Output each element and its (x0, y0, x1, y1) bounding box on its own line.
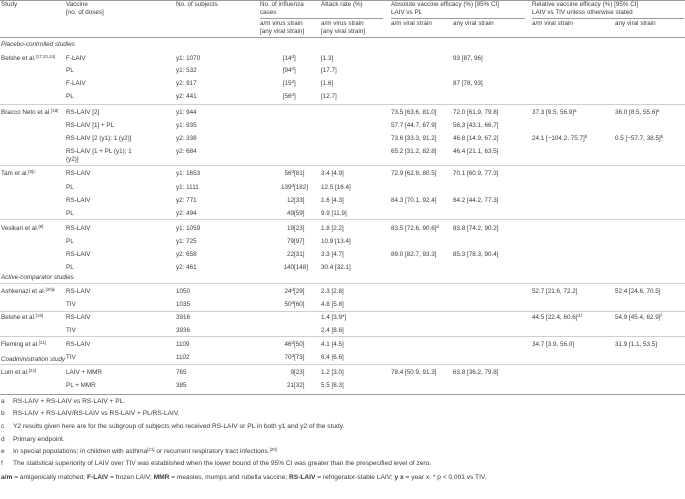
cases-any: ] (294, 80, 296, 87)
abs-am-cell (391, 369, 437, 377)
header-absolute: Absolute vaccine efficacy (%) [95% CI] (391, 1, 500, 8)
abbrev-key: MMR (153, 474, 170, 481)
subjects-cell: y2: 461 (176, 264, 197, 271)
cases-value: [14 (282, 55, 292, 62)
cases-any: [148] (294, 264, 309, 271)
attack-cell: 1.6 [4.3] (321, 197, 344, 204)
rel-am-value: 37.3 [9.5, 56.9] (532, 109, 575, 116)
footnote-ref: [20] (269, 447, 277, 452)
attack-cell: [1.3] (321, 55, 334, 62)
rule (0, 336, 685, 337)
vaccine-cell: PL (66, 184, 74, 191)
subheader-attack-any: [any viral strain] (321, 28, 366, 35)
rule (0, 394, 685, 395)
abs-am-cell (391, 135, 437, 143)
study-ref: [9] (38, 224, 44, 229)
study-ref: [19] (35, 313, 43, 318)
attack-cell: 30.4 [32.1] (321, 264, 351, 271)
attack-cell: 6.4 [6.6] (321, 354, 344, 361)
attack-cell: 2.3 [2.8] (321, 288, 344, 295)
cases-note: d (291, 79, 294, 84)
abs-any-cell: 85.3 [78.3, 90.4] (453, 251, 499, 258)
study-name (1, 225, 43, 233)
rel-any-cell (615, 288, 661, 296)
study-author: Vesikari et al. (1, 225, 39, 232)
abs-am-value: 72.9 [62.8, 80.5] (391, 170, 437, 177)
rel-any-cell (615, 314, 662, 322)
study-ref: [22] (28, 368, 36, 373)
header-cases: No. of influenza cases (260, 1, 304, 16)
abs-any-cell: 64.2 [44.2, 77.3] (453, 197, 499, 204)
vaccine-cell: RS-LAIV (66, 197, 91, 204)
abs-any-cell: 63.8 [36.2, 79.8] (453, 369, 499, 376)
vaccine-cell: RS-LAIV (66, 288, 91, 295)
study-ref: [20] (45, 287, 53, 292)
subheader-abs-am: a/m viral strain (391, 20, 432, 27)
vaccine-cell: PL (66, 93, 74, 100)
cases-any: [182] (294, 184, 309, 191)
footnote (1, 436, 65, 444)
footnote (1, 398, 125, 406)
abs-any-cell: 72.0 [61.9, 79.8] (453, 109, 499, 116)
vaccine-cell: PL (66, 67, 74, 74)
subjects-cell: y1: 1070 (176, 55, 201, 62)
abs-any-cell: 87 [78, 93] (453, 80, 483, 87)
footnote (1, 410, 180, 418)
attack-cell: 4.1 [4.5] (321, 341, 344, 348)
cases-note: d (291, 183, 294, 188)
subheader-rel-am: a/m viral strain (532, 20, 573, 27)
subjects-cell: 765 (176, 369, 187, 376)
study-ref: [18] (51, 108, 59, 113)
cases-any: [59] (294, 210, 305, 217)
cases-value: 139 (281, 184, 292, 191)
attack-cell: 1.2 [3.0] (321, 369, 344, 376)
vaccine-cell: F-LAIV (66, 55, 86, 62)
attack-cell: [17.7] (321, 67, 337, 74)
study-name (1, 55, 55, 63)
cases-any: [23] (294, 369, 305, 376)
cases-cell (285, 170, 294, 178)
vaccine-cell: RS-LAIV [1 + PL (y1); 1 (66, 148, 132, 155)
cases-value: [15 (282, 80, 292, 87)
vaccine-cell: RS-LAIV (66, 314, 91, 321)
rule (391, 18, 525, 19)
cases-cell (287, 382, 294, 390)
subjects-cell: 1050 (176, 288, 191, 295)
subjects-cell: y2: 917 (176, 80, 197, 87)
cases-value: [94 (282, 67, 292, 74)
cases-cell (283, 55, 294, 63)
cases-value: 70 (284, 354, 292, 361)
abbrev-key: y x (394, 474, 404, 481)
rel-am-value: 24.1 [−104.2, 75.7] (532, 135, 585, 142)
rel-any-cell (615, 109, 659, 117)
vaccine-cell: LAIV + MMR (66, 369, 102, 376)
rel-am-note: b (584, 134, 588, 139)
abbrev-key: a/m (1, 474, 13, 481)
subjects-cell: y1: 1059 (176, 225, 201, 232)
cases-value: 56 (284, 170, 292, 177)
cases-cell (287, 197, 294, 205)
vaccine-cell: PL (66, 238, 74, 245)
attack-cell: 2.4 [8.6] (321, 327, 344, 334)
rel-am-cell (532, 314, 582, 322)
study-author: Belshe et al. (1, 55, 36, 62)
cases-any: [33] (294, 197, 305, 204)
study-author: Fleming et al. (1, 341, 39, 348)
cases-value: 21 (286, 382, 294, 389)
subjects-cell: y2: 441 (176, 93, 197, 100)
abbreviations (1, 474, 487, 482)
attack-cell: 10.9 [13.4] (321, 238, 351, 245)
footnote-text: Y2 results given here are for the subgroup of subjects who received RS-LAIV or PL in both y1 and y2 of the study. (13, 423, 345, 430)
attack-cell: 4.8 [5.8] (321, 301, 344, 308)
abbrev-def: = refrigerator-stable LAIV; (315, 474, 395, 481)
rel-am-cell (532, 135, 587, 143)
rel-am-value: 44.5 [22.4, 60.6] (532, 314, 578, 321)
cases-cell (285, 341, 294, 349)
cases-value: 9 (290, 369, 294, 376)
cases-cell (283, 67, 294, 75)
rel-any-value: 0.5 [−57.7, 38.5] (615, 135, 661, 142)
subheader-attack-am: a/m virus strain (321, 20, 364, 27)
cases-cell (283, 80, 294, 88)
abs-am-cell (391, 197, 437, 205)
rule (532, 18, 684, 19)
cases-any: [97] (294, 238, 305, 245)
cases-any: [73] (294, 354, 305, 361)
vaccine-cell: RS-LAIV (66, 225, 91, 232)
rel-am-cell (532, 341, 574, 349)
cases-note: d (291, 300, 294, 305)
abs-am-note: d (436, 224, 439, 229)
section-heading: Placebo-controlled studies (1, 41, 75, 48)
abs-am-value: 83.5 [72.6, 90.6] (391, 225, 437, 232)
attack-cell: 1.4 [3.9*] (321, 314, 347, 321)
vaccine-cell: PL + MMR (66, 382, 96, 389)
rel-any-value: 31.9 [1.1, 53.5] (615, 341, 658, 348)
subjects-cell: y1: 725 (176, 238, 197, 245)
rel-any-value: 54.9 [45.4, 62.9] (615, 314, 661, 321)
attack-cell: 9.9 [11.9] (321, 210, 347, 217)
vaccine-cell: PL (66, 210, 74, 217)
footnote-letter: f (1, 460, 3, 467)
cases-value: 22 (286, 251, 294, 258)
cases-any: [60] (294, 301, 305, 308)
cases-any: [31] (294, 251, 305, 258)
study-author: Lum et al. (1, 369, 29, 376)
abs-am-value: 78.4 [50.9, 91.3] (391, 369, 437, 376)
vaccine-cell: TIV (66, 354, 76, 361)
section-heading: Active-comparator studies (1, 274, 74, 281)
footnote-text: or recurrent respiratory tract infections. (154, 448, 270, 455)
cases-note: d (291, 54, 294, 59)
abs-am-value: 89.0 [82.7, 93.3] (391, 251, 437, 258)
abs-am-cell (391, 148, 437, 156)
footnote-text: Primary endpoint. (13, 436, 65, 443)
cases-cell (285, 354, 294, 362)
study-name (1, 109, 58, 117)
rule (0, 364, 685, 365)
rel-am-value: 52.7 [21.6, 72.2] (532, 288, 578, 295)
rule (0, 37, 685, 38)
footnote-letter: b (1, 410, 5, 417)
abbrev-key: RS-LAIV (289, 474, 316, 481)
cases-value: 12 (286, 197, 294, 204)
cases-any: [81] (294, 170, 305, 177)
study-name (1, 288, 55, 296)
vaccine-cell: RS-LAIV [1] + PL (66, 122, 115, 129)
subjects-cell: y2: 684 (176, 148, 197, 155)
footnote-text: RS-LAIV + RS-LAIV vs RS-LAIV + PL. (13, 398, 126, 405)
study-name (1, 369, 36, 377)
attack-cell: 12.5 [16.4] (321, 184, 351, 191)
cases-value: 79 (286, 238, 294, 245)
header-subjects: No. of subjects (176, 1, 218, 8)
study-ref: [8] (28, 169, 34, 174)
rel-any-note: f (660, 313, 662, 318)
study-ref: [21] (38, 340, 47, 345)
footnote-text: The statistical superiority of LAIV over TIV was established when the lower bound of the 95% CI was greater than the prespecified level of zero. (13, 460, 432, 467)
cases-note: d (291, 340, 294, 345)
abs-am-cell (391, 225, 439, 233)
vaccine-cell: (y2)] (66, 156, 79, 163)
abs-am-cell (391, 251, 437, 259)
subjects-cell: 385 (176, 382, 187, 389)
footnote-letter: c (1, 423, 5, 430)
abbrev-def: = year x. * p < 0.001 vs TIV. (403, 474, 487, 481)
subjects-cell: y2: 658 (176, 251, 197, 258)
header-attack: Attack rate (%) (321, 1, 363, 8)
rel-any-cell (615, 135, 663, 143)
abs-am-value: 65.2 [31.2, 82.8] (391, 148, 437, 155)
cases-any: [23] (294, 225, 305, 232)
vaccine-cell: TIV (66, 301, 76, 308)
rule (0, 104, 685, 105)
cases-any: [32] (294, 382, 305, 389)
study-author: Bracco Neto et al. (1, 109, 52, 116)
cases-cell (287, 251, 294, 259)
subjects-cell: y1: 1653 (176, 170, 201, 177)
cases-value: 19 (286, 225, 294, 232)
vaccine-cell: RS-LAIV (66, 170, 91, 177)
subjects-cell: y1: 935 (176, 122, 197, 129)
rule (0, 165, 685, 166)
study-name (1, 170, 35, 178)
footnote-ref: [21] (147, 447, 155, 452)
subheader-abs-any: any viral strain (453, 20, 494, 27)
cases-any: ] (294, 55, 296, 62)
footnote-text: In special populations; in children with asthma (13, 448, 148, 455)
subjects-cell: 3916 (176, 314, 191, 321)
cases-cell (285, 288, 294, 296)
abs-am-cell (391, 109, 437, 117)
vaccine-cell: F-LAIV (66, 80, 86, 87)
cases-note: d (291, 92, 294, 97)
study-name (1, 341, 46, 349)
attack-cell: [12.7] (321, 93, 337, 100)
abs-any-cell: 70.1 [60.9, 77.3] (453, 170, 499, 177)
subjects-cell: 3936 (176, 327, 191, 334)
footnote-text: RS-LAIV + RS-LAIV/RS-LAIV vs RS-LAIV + PL/RS-LAIV. (13, 410, 180, 417)
header-relative-sub: LAIV vs TIV unless otherwise stated (532, 9, 633, 16)
attack-cell: 3.3 [4.7] (321, 251, 344, 258)
vaccine-cell: RS-LAIV (66, 341, 91, 348)
abs-am-value: 57.7 [44.7, 67.9] (391, 122, 437, 129)
study-ref-note: c (33, 169, 36, 174)
rule (0, 219, 685, 220)
cases-value: [56 (282, 93, 292, 100)
vaccine-cell: RS-LAIV (66, 251, 91, 258)
subjects-cell: y1: 532 (176, 67, 197, 74)
header-study: Study (1, 1, 18, 8)
study-name (1, 314, 43, 322)
rel-any-value: 36.0 [8.5, 55.6] (615, 109, 658, 116)
header-absolute-sub: LAIV vs PL (391, 9, 423, 16)
subjects-cell: y1: 944 (176, 109, 197, 116)
vaccine-cell: RS-LAIV [2] (66, 109, 100, 116)
cases-note: d (291, 287, 294, 292)
cases-note: d (291, 169, 294, 174)
abbrev-def: = frozen LAIV; (108, 474, 154, 481)
subheader-cases-any: [any viral strain] (260, 28, 305, 35)
attack-cell: 5.5 [8.3] (321, 382, 344, 389)
cases-cell (283, 264, 294, 272)
cases-any: ] (294, 67, 296, 74)
footnote (1, 460, 431, 468)
subjects-cell: y1: 1111 (176, 184, 199, 191)
vaccine-cell: TIV (66, 327, 76, 334)
rel-am-cell (532, 109, 576, 117)
abs-am-value: 84.3 [70.1, 92.4] (391, 197, 437, 204)
header-relative: Relative vaccine efficacy (%) [95% CI] (532, 1, 639, 8)
attack-cell: 3.4 [4.9] (321, 170, 344, 177)
subjects-cell: y2: 338 (176, 135, 197, 142)
cases-note: d (291, 66, 294, 71)
subheader-cases-am: a/m virus strain (260, 20, 303, 27)
cases-cell (281, 184, 294, 192)
rel-am-cell (532, 288, 578, 296)
subjects-cell: y2: 494 (176, 210, 197, 217)
vaccine-cell: PL (66, 264, 74, 271)
footnote-letter: a (1, 398, 5, 405)
footnote-letter: e (1, 448, 5, 455)
abs-am-value: 73.5 [63.6, 81.0] (391, 109, 437, 116)
rel-any-cell (615, 341, 657, 349)
cases-cell (287, 210, 294, 218)
cases-cell (285, 301, 294, 309)
cases-value: 49 (286, 210, 294, 217)
abs-any-cell: 83.8 [74.2, 90.2] (453, 225, 499, 232)
subheader-rel-any: any viral strain (615, 20, 656, 27)
cases-note: d (291, 353, 294, 358)
rule (0, 283, 685, 284)
footnote-letter: d (1, 436, 5, 443)
attack-cell: [1.6] (321, 80, 334, 87)
subjects-cell: y2: 771 (176, 197, 197, 204)
header-vaccine: Vaccine (66, 1, 88, 8)
abs-any-cell: 56.3 [43.1, 66.7] (453, 122, 499, 129)
rel-any-value: 52.4 [24.6, 70.5] (615, 288, 661, 295)
rel-am-note: d,f (577, 313, 583, 318)
abs-am-cell (391, 122, 437, 130)
rel-any-note: b (660, 134, 664, 139)
abs-any-cell: 46.4 [21.1, 63.5] (453, 148, 499, 155)
subjects-cell: 1109 (176, 341, 190, 348)
subjects-cell: 1035 (176, 301, 191, 308)
rel-am-value: 34.7 [3.9, 56.0] (532, 341, 575, 348)
abbrev-def: = measles, mumps and rubella vaccine; (169, 474, 290, 481)
cases-any: [50] (294, 341, 305, 348)
header-vaccine-doses: [no. of doses] (66, 9, 104, 16)
footnote (1, 423, 344, 431)
footnote (1, 448, 277, 456)
rel-am-note: a (574, 108, 577, 113)
study-author: Tam et al. (1, 170, 29, 177)
cases-value: 24 (284, 288, 292, 295)
study-ref-note: e (52, 287, 56, 292)
abs-any-cell: 46.8 [14.9, 67.2] (453, 135, 499, 142)
rel-any-note: a (657, 108, 660, 113)
subjects-cell: 1102 (176, 354, 190, 361)
vaccine-cell: RS-LAIV [2 (y1); 1 (y2)] (66, 135, 132, 142)
abs-am-value: 73.6 [33.3, 91.2] (391, 135, 437, 142)
cases-any: [29] (294, 288, 305, 295)
section-heading: Coadministration study (1, 356, 66, 363)
study-ref: [17,23,24] (35, 54, 56, 59)
study-author: Ashkenazi et al. (1, 288, 46, 295)
cases-cell (283, 93, 294, 101)
rule (0, 311, 685, 312)
abbrev-key: F-LAIV (86, 474, 109, 481)
cases-any: ] (294, 93, 296, 100)
cases-value: 50 (284, 301, 292, 308)
study-author: Belshe et al. (1, 314, 36, 321)
abs-any-cell: 93 [87, 96] (453, 55, 483, 62)
attack-cell: 1.8 [2.2] (321, 225, 344, 232)
cases-value: 46 (284, 341, 292, 348)
rule (260, 18, 383, 19)
abbrev-def: = antigenically matched; (12, 474, 87, 481)
cases-value: 140 (283, 264, 294, 271)
cases-cell (287, 238, 294, 246)
abs-am-cell (391, 170, 437, 178)
cases-cell (287, 225, 294, 233)
